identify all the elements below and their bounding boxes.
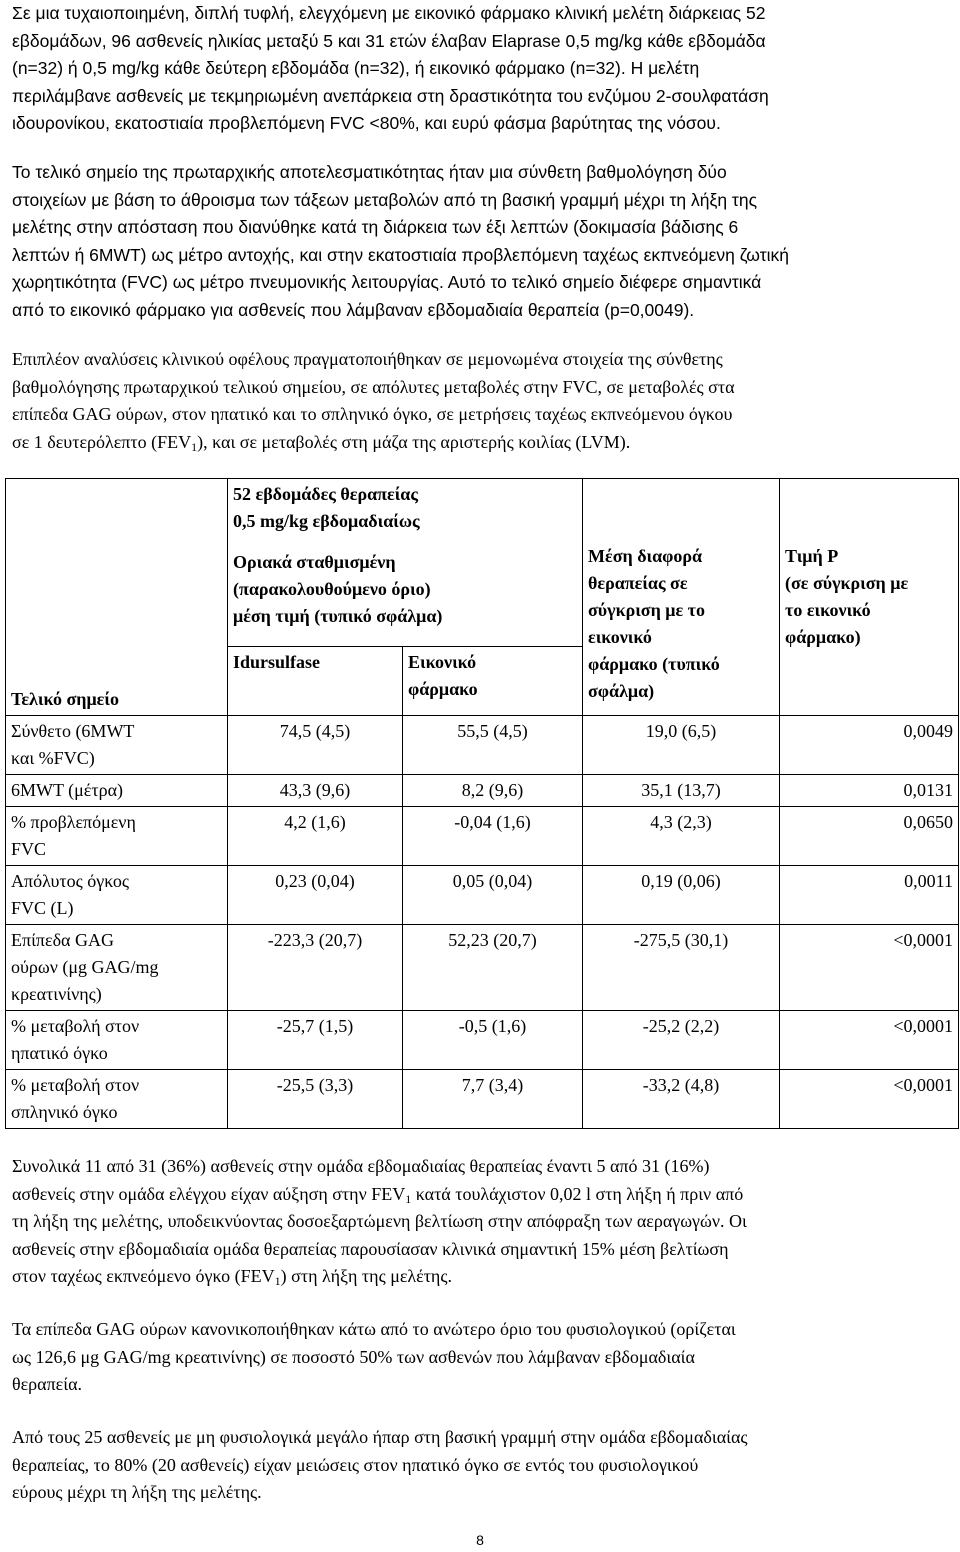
idursulfase-cell: -223,3 (20,7) <box>228 925 403 1011</box>
p-value-cell: 0,0049 <box>780 716 959 775</box>
table-row <box>6 866 959 925</box>
idursulfase-cell: -25,5 (3,3) <box>228 1070 403 1129</box>
text-line <box>12 429 952 457</box>
text-line: ασθενείς στην εβδομαδιαία ομάδα θεραπείας παρουσίασαν κλινικά σημαντική 15% μέση βελτίωση <box>12 1238 729 1259</box>
text-line: εύρους μέχρι τη λήξη της μελέτης. <box>12 1482 262 1502</box>
table-row <box>6 1011 959 1070</box>
table-header-row-1 <box>6 479 959 547</box>
placebo-cell: 0,05 (0,04) <box>403 866 583 925</box>
text-fragment: ασθενείς στην ομάδα ελέγχου είχαν αύξηση στην FEV <box>12 1183 406 1204</box>
subscript: 1 <box>191 439 198 454</box>
subscript: 1 <box>405 1191 412 1206</box>
endpoint-header: Τελικό σημείο <box>6 479 228 716</box>
text-line: χωρητικότητα (FVC) ως μέτρο πνευμονικής λειτουργίας. Αυτό το τελικό σημείο διέφερε σημαντικά <box>12 272 762 292</box>
table-row <box>6 775 959 807</box>
primary-endpoint-paragraph <box>12 159 952 324</box>
text-line: ως 126,6 μg GAG/mg κρεατινίνης) σε ποσοστό 50% των ασθενών που λάμβαναν εβδομαδιαία <box>12 1346 695 1367</box>
text-line: επίπεδα GAG ούρων, στον ηπατικό και το σπληνικό όγκο, σε μετρήσεις ταχέως εκπνεόμενου όγκου <box>12 404 733 424</box>
idursulfase-cell: 4,2 (1,6) <box>228 807 403 866</box>
text-line: περιλάμβανε ασθενείς με τεκμηριωμένη ανεπάρκεια στη δραστικότητα του ενζύμου 2-σουλφατάση <box>12 85 769 106</box>
placebo-cell: -0,5 (1,6) <box>403 1011 583 1070</box>
gag-paragraph <box>12 1316 952 1399</box>
text-line: μελέτης στην απόσταση που διανύθηκε κατά τη διάρκεια των έξι λεπτών (δοκιμασία βάδισης 6 <box>12 217 739 237</box>
difference-cell: 19,0 (6,5) <box>583 716 780 775</box>
p-value-cell: 0,0011 <box>780 866 959 925</box>
placebo-cell: 55,5 (4,5) <box>403 716 583 775</box>
difference-cell: 4,3 (2,3) <box>583 807 780 866</box>
row-label: Επίπεδα GAG ούρων (μg GAG/mg κρεατινίνης) <box>6 925 228 1011</box>
text-line <box>12 1263 952 1291</box>
row-label: Απόλυτος όγκος FVC (L) <box>6 866 228 925</box>
liver-volume-paragraph <box>12 1424 952 1507</box>
placebo-cell: 7,7 (3,4) <box>403 1070 583 1129</box>
p-value-header: Τιμή P (σε σύγκριση με το εικονικό φάρμακο) <box>780 479 959 716</box>
text-line: στοιχείων με βάση το άθροισμα των τάξεων μεταβολών από τη βασική γραμμή μέχρι τη λήξη της <box>12 189 758 210</box>
additional-analyses-paragraph <box>12 346 952 456</box>
results-table <box>5 478 959 1129</box>
text-fragment: στον ταχέως εκπνεόμενο όγκο (FEV <box>12 1266 275 1286</box>
row-label: Σύνθετο (6MWT και %FVC) <box>6 716 228 775</box>
difference-cell: -33,2 (4,8) <box>583 1070 780 1129</box>
placebo-cell: -0,04 (1,6) <box>403 807 583 866</box>
idursulfase-cell: 0,23 (0,04) <box>228 866 403 925</box>
text-line: θεραπεία. <box>12 1374 83 1394</box>
p-value-cell: <0,0001 <box>780 925 959 1011</box>
subscript: 1 <box>274 1274 281 1288</box>
text-line: Το τελικό σημείο της πρωταρχικής αποτελεσματικότητας ήταν μια σύνθετη βαθμολόγηση δύο <box>12 162 727 182</box>
row-label: % μεταβολή στον ηπατικό όγκο <box>6 1011 228 1070</box>
difference-cell: -275,5 (30,1) <box>583 925 780 1011</box>
text-line: ιδουρονίκου, εκατοστιαία προβλεπόμενη FVC <80%, και ευρύ φάσμα βαρύτητας της νόσου. <box>12 113 721 133</box>
row-label: % προβλεπόμενη FVC <box>6 807 228 866</box>
p-value-cell: <0,0001 <box>780 1070 959 1129</box>
text-fragment: κατά τουλάχιστον 0,02 l στη λήξη ή πριν από <box>411 1183 744 1204</box>
mean-difference-header: Μέση διαφορά θεραπείας σε σύγκριση με το εικονικό φάρμακο (τυπικό σφάλμα) <box>583 479 780 716</box>
text-fragment: ), και σε μεταβολές στη μάζα της αριστερής κοιλίας (LVM). <box>197 431 631 452</box>
text-line: Συνολικά 11 από 31 (36%) ασθενείς στην ομάδα εβδομαδιαίας θεραπείας έναντι 5 από 31 (16%) <box>12 1156 710 1176</box>
text-line <box>12 1181 952 1209</box>
placebo-cell: 8,2 (9,6) <box>403 775 583 807</box>
difference-cell: 35,1 (13,7) <box>583 775 780 807</box>
text-line: Σε μια τυχαιοποιημένη, διπλή τυφλή, ελεγχόμενη με εικονικό φάρμακο κλινική μελέτη διάρκειας 52 <box>12 3 766 23</box>
idursulfase-header: Idursulfase <box>228 647 403 716</box>
table-row <box>6 807 959 866</box>
difference-cell: 0,19 (0,06) <box>583 866 780 925</box>
difference-cell: -25,2 (2,2) <box>583 1011 780 1070</box>
lsmean-header: Οριακά σταθμισμένη (παρακολουθούμενο όριο) μέση τιμή (τυπικό σφάλμα) <box>228 547 583 647</box>
text-line: θεραπείας, το 80% (20 ασθενείς) είχαν μειώσεις στον ηπατικό όγκο σε εντός του φυσιολογικού <box>12 1454 699 1475</box>
text-fragment: ) στη λήξη της μελέτης. <box>280 1266 452 1286</box>
text-line: από το εικονικό φάρμακο για ασθενείς που λάμβαναν εβδομαδιαία θεραπεία (p=0,0049). <box>12 299 695 320</box>
row-label: 6MWT (μέτρα) <box>6 775 228 807</box>
text-fragment: σε 1 δευτερόλεπτο (FEV <box>12 431 192 452</box>
p-value-cell: 0,0650 <box>780 807 959 866</box>
treatment-group-header: 52 εβδομάδες θεραπείας 0,5 mg/kg εβδομαδιαίως <box>228 479 583 547</box>
text-line: Τα επίπεδα GAG ούρων κανονικοποιήθηκαν κάτω από το ανώτερο όριο του φυσιολογικού (ορίζεται <box>12 1319 736 1339</box>
row-label: % μεταβολή στον σπληνικό όγκο <box>6 1070 228 1129</box>
table-row <box>6 1070 959 1129</box>
idursulfase-cell: 43,3 (9,6) <box>228 775 403 807</box>
idursulfase-cell: -25,7 (1,5) <box>228 1011 403 1070</box>
p-value-cell: <0,0001 <box>780 1011 959 1070</box>
table-row <box>6 925 959 1011</box>
text-line: λεπτών ή 6MWT) ως μέτρο αντοχής, και στην εκατοστιαία προβλεπόμενη ταχέως εκπνεόμενη ζωτική <box>12 244 789 265</box>
p-value-cell: 0,0131 <box>780 775 959 807</box>
page-number: 8 <box>476 1532 484 1548</box>
text-line: Επιπλέον αναλύσεις κλινικού οφέλους πραγματοποιήθηκαν σε μεμονωμένα στοιχεία της σύνθετης <box>12 349 723 369</box>
text-line: (n=32) ή 0,5 mg/kg κάθε δεύτερη εβδομάδα (n=32), ή εικονικό φάρμακο (n=32). Η μελέτη <box>12 58 700 78</box>
idursulfase-cell: 74,5 (4,5) <box>228 716 403 775</box>
study-design-paragraph <box>12 0 952 138</box>
text-line: τη λήξη της μελέτης, υποδεικνύοντας δοσοεξαρτώμενη βελτίωση στην απόφραξη των αεραγωγών. Οι <box>12 1211 747 1231</box>
text-line: Από τους 25 ασθενείς με μη φυσιολογικά μεγάλο ήπαρ στη βασική γραμμή στην ομάδα εβδομαδιαίας <box>12 1427 748 1447</box>
placebo-cell: 52,23 (20,7) <box>403 925 583 1011</box>
placebo-header: Εικονικό φάρμακο <box>403 647 583 716</box>
fev1-paragraph <box>12 1153 952 1291</box>
text-line: βαθμολόγησης πρωταρχικού τελικού σημείου, σε απόλυτες μεταβολές στην FVC, σε μεταβολές στα <box>12 376 735 397</box>
text-line: εβδομάδων, 96 ασθενείς ηλικίας μεταξύ 5 και 31 ετών έλαβαν Elaprase 0,5 mg/kg κάθε εβδομάδα <box>12 30 766 51</box>
table-row <box>6 716 959 775</box>
